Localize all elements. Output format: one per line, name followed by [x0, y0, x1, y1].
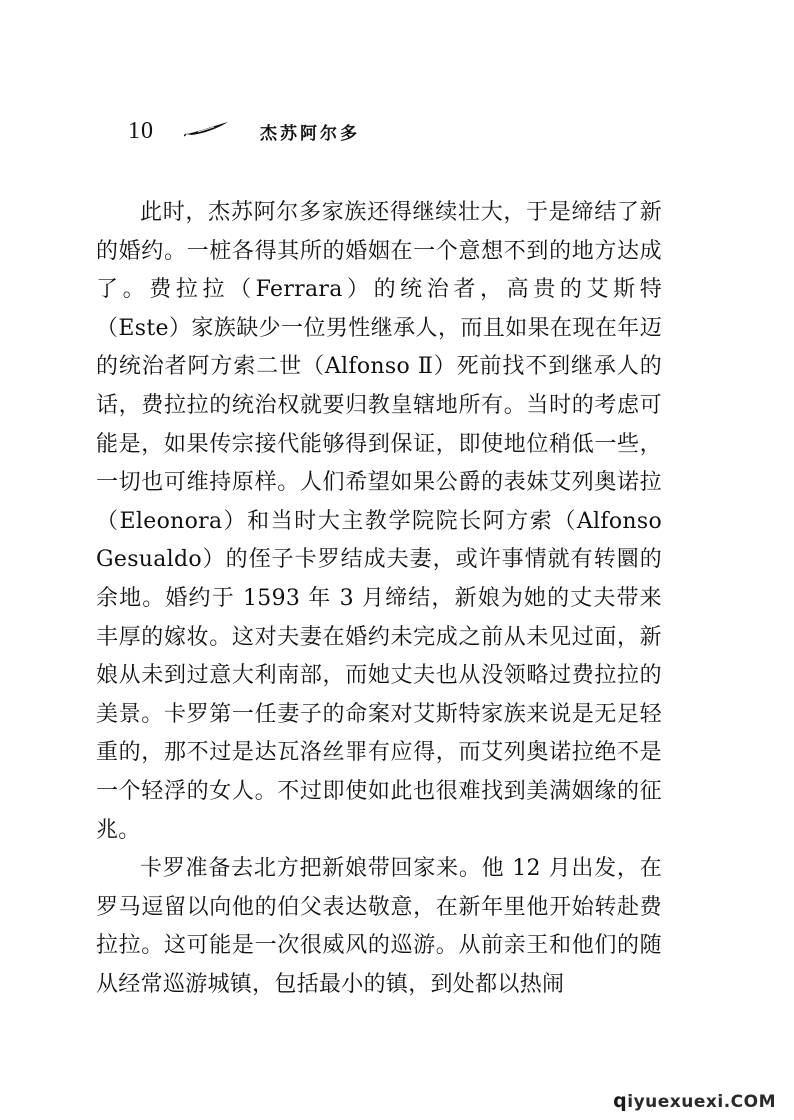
watermark-logo: q — [613, 1090, 628, 1112]
page-number: 10 — [128, 117, 154, 144]
site-watermark — [613, 1090, 776, 1112]
body-text — [96, 194, 662, 1004]
watermark-site-text: iyuexuexi.COM — [627, 1092, 776, 1112]
page-header — [128, 116, 360, 146]
quill-pen-icon — [184, 121, 230, 141]
paragraph-2: 卡罗准备去北方把新娘带回家来。他 12 月出发，在罗马逗留以向他的伯父表达敬意，在新年里他开始转赴费拉拉。这可能是一次很威风的巡游。从前亲王和他们的随从经常巡游城镇，包括最小的镇，到处都以热闹 — [96, 856, 662, 997]
paragraph-1: 此时，杰苏阿尔多家族还得继续壮大，于是缔结了新的婚约。一桩各得其所的婚姻在一个意想不到的地方达成了。费拉拉（Ferrara）的统治者，高贵的艾斯特（Este）家族缺少一位男性继承人，而且如果在现在年迈的统治者阿方索二世（Alfonso Ⅱ）死前找不到继承人的话，费拉拉的统治权就要归教皇辖地所有。当时的考虑可能是，如果传宗接代能够得到保证，即使地位稍低一些，一切也可维持原样。人们希望如果公爵的表妹艾列奥诺拉（Eleonora）和当时大主教学院院长阿方索（Alfonso Gesualdo）的侄子卡罗结成夫妻，或许事情就有转圜的余地。婚约于 1593 年 3 月缔结，新娘为她的丈夫带来丰厚的嫁妆。这对夫妻在婚约未完成之前从未见过面，新娘从未到过意大利南部，而她丈夫也从没领略过费拉拉的美景。卡罗第一任妻子的命案对艾斯特家族来说是无足轻重的，那不过是达瓦洛丝罪有应得，而艾列奥诺拉绝不是一个轻浮的女人。不过即使如此也很难找到美满姻缘的征兆。 — [96, 200, 662, 843]
running-title: 杰苏阿尔多 — [260, 123, 360, 144]
